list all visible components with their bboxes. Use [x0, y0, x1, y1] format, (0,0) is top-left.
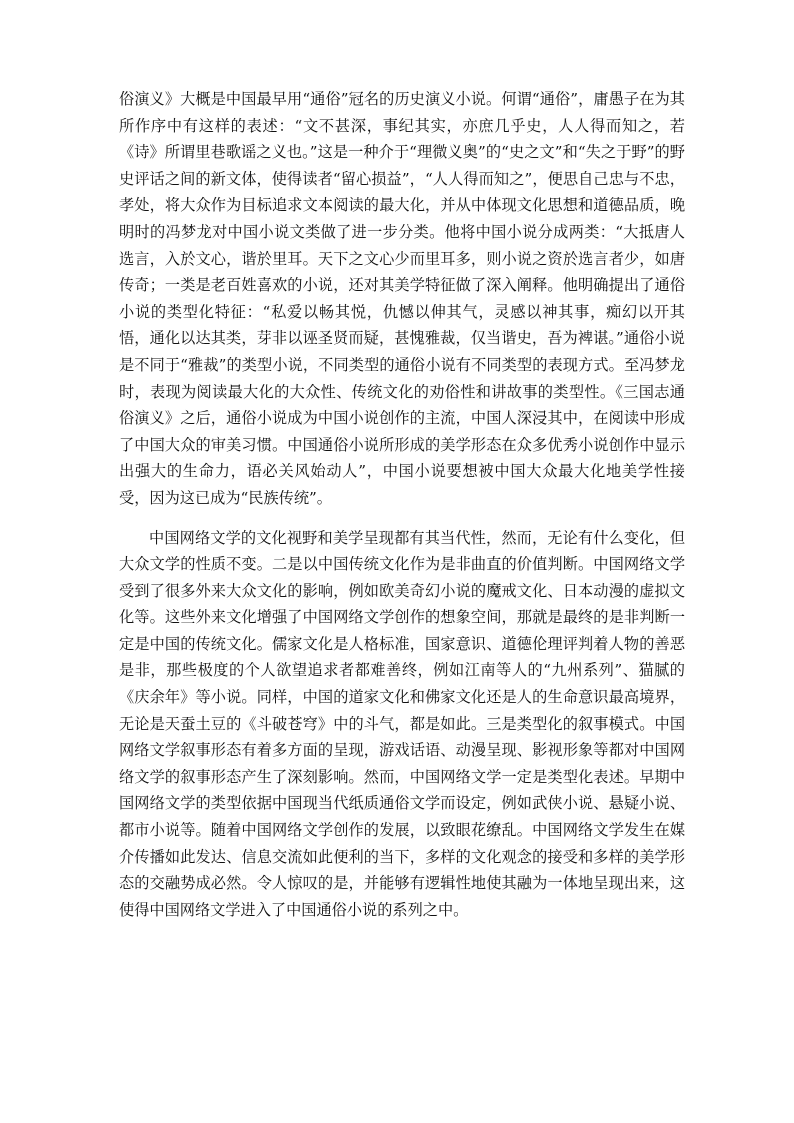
paragraph-2: 中国网络文学的文化视野和美学呈现都有其当代性，然而，无论有什么变化，但大众文学的性质不变。二是以中国传统文化作为是非曲直的价值判断。中国网络文学受到了很多外来大众文化的影响，例如欧美奇幻小说的魔戒文化、日本动漫的虚拟文化等。这些外来文化增强了中国网络文学创作的想象空间，那就是最终的是非判断一定是中国的传统文化。儒家文化是人格标准，国家意识、道德伦理评判着人物的善恶是非，那些极度的个人欲望追求者都难善终，例如江南等人的“九州系列”、猫腻的《庆余年》等小说。同样，中国的道家文化和佛家文化还是人的生命意识最高境界，无论是天蚕土豆的《斗破苍穹》中的斗气，都是如此。三是类型化的叙事模式。中国网络文学叙事形态有着多方面的呈现，游戏话语、动漫呈现、影视形象等都对中国网络文学的叙事形态产生了深刻影响。然而，中国网络文学一定是类型化表述。早期中国网络文学的类型依据中国现当代纸质通俗文学而设定，例如武侠小说、悬疑小说、都市小说等。随着中国网络文学创作的发展，以致眼花缭乱。中国网络文学发生在媒介传播如此发达、信息交流如此便利的当下，多样的文化观念的接受和多样的美学形态的交融势成必然。令人惊叹的是，并能够有逻辑性地使其融为一体地呈现出来，这使得中国网络文学进入了中国通俗小说的系列之中。 [119, 528, 685, 919]
paragraph-1: 俗演义》大概是中国最早用“通俗”冠名的历史演义小说。何谓“通俗”，庸愚子在为其所作序中有这样的表述：“文不甚深，事纪其实，亦庶几乎史，人人得而知之，若《诗》所谓里巷歌谣之义也。”这是一种介于“理微义奥”的“史之文”和“失之于野”的野史评话之间的新文体，使得读者“留心损益”，“人人得而知之”，便思自己忠与不忠，孝处，将大众作为目标追求文本阅读的最大化，并从中体现文化思想和道德品质，晚明时的冯梦龙对中国小说文类做了进一步分类。他将中国小说分成两类：“大抵唐人选言，入於文心，谐於里耳。天下之文心少而里耳多，则小说之资於选言者少，如唐传奇；一类是老百姓喜欢的小说，还对其美学特征做了深入阐释。他明确提出了通俗小说的类型化特征：“私爱以畅其悦，仇憾以伸其气，灵感以神其事，痴幻以开其悟，通化以达其类，芽非以诬圣贤而疑，甚愧雅裁，仅当谐史，吾为裨谌。”通俗小说是不同于“雅裁”的类型小说，不同类型的通俗小说有不同类型的表现方式。至冯梦龙时，表现为阅读最大化的大众性、传统文化的劝俗性和讲故事的类型性。《三国志通俗演义》之后，通俗小说成为中国小说创作的主流，中国人深浸其中，在阅读中形成了中国大众的审美习惯。中国通俗小说所形成的美学形态在众多优秀小说创作中显示出强大的生命力，语必关风始动人”，中国小说要想被中国大众最大化地美学性接受，因为这已成为“民族传统”。 [119, 90, 685, 507]
document-page [119, 86, 685, 923]
